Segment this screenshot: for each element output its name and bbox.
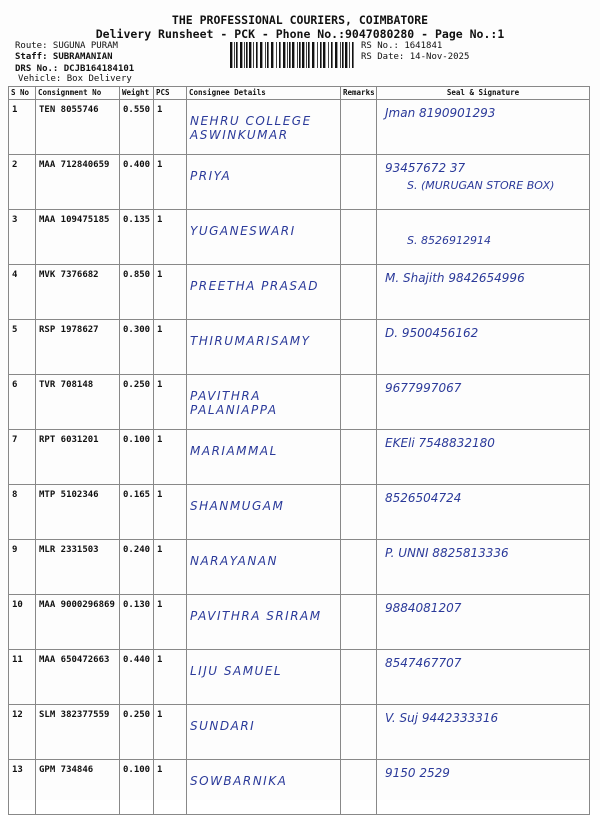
cell-signature — [377, 485, 590, 540]
cell-consignee: YUGANESWARI — [187, 210, 341, 265]
cell-sno: 3 — [9, 210, 36, 265]
table-row — [9, 595, 590, 650]
cell-weight: 0.300 — [120, 320, 154, 375]
barcode-bar — [345, 42, 347, 68]
cell-consignment-no: MAA 712840659 — [36, 155, 120, 210]
barcode-bar — [328, 42, 329, 68]
cell-consignment-no: GPM 734846 — [36, 760, 120, 815]
cell-pcs: 1 — [154, 155, 187, 210]
cell-weight: 0.100 — [120, 760, 154, 815]
cell-consignment-no: RPT 6031201 — [36, 430, 120, 485]
col-header-consignee: Consignee Details — [187, 87, 341, 100]
cell-signature — [377, 265, 590, 320]
cell-consignee: NARAYANAN — [187, 540, 341, 595]
table-row — [9, 210, 590, 265]
company-title: THE PROFESSIONAL COURIERS, COIMBATORE — [171, 13, 429, 27]
cell-remarks — [341, 705, 377, 760]
signature-text: Jman 8190901293 — [385, 106, 496, 120]
cell-signature — [377, 430, 590, 485]
table-row — [9, 100, 590, 155]
cell-pcs: 1 — [154, 485, 187, 540]
cell-consignee: MARIAMMAL — [187, 430, 341, 485]
cell-consignee: NEHRU COLLEGE ASWINKUMAR — [187, 100, 341, 155]
barcode-bar — [279, 42, 281, 68]
barcode-bar — [234, 42, 235, 68]
drs-line: DRS No.: DCJB164184101 — [15, 64, 135, 74]
cell-consignee: PREETHA PRASAD — [187, 265, 341, 320]
cell-pcs: 1 — [154, 760, 187, 815]
barcode-bar — [352, 42, 354, 68]
col-header-signature: Seal & Signature — [377, 87, 590, 100]
cell-weight: 0.130 — [120, 595, 154, 650]
cell-sno: 5 — [9, 320, 36, 375]
cell-signature — [377, 100, 590, 155]
barcode-bar — [253, 42, 254, 68]
cell-pcs: 1 — [154, 100, 187, 155]
cell-weight: 0.240 — [120, 540, 154, 595]
cell-pcs: 1 — [154, 265, 187, 320]
cell-remarks — [341, 540, 377, 595]
barcode-bar — [335, 42, 337, 68]
col-header-pcs: PCS — [154, 87, 187, 100]
cell-consignee: THIRUMARISAMY — [187, 320, 341, 375]
cell-consignment-no: MAA 650472663 — [36, 650, 120, 705]
cell-consignee: PRIYA — [187, 155, 341, 210]
runsheet-table — [8, 86, 590, 815]
signature-text: V. Suj 9442333316 — [385, 711, 499, 725]
table-row — [9, 320, 590, 375]
cell-sno: 13 — [9, 760, 36, 815]
cell-signature — [377, 320, 590, 375]
cell-pcs: 1 — [154, 595, 187, 650]
cell-pcs: 1 — [154, 320, 187, 375]
barcode-bar — [289, 42, 291, 68]
cell-weight: 0.135 — [120, 210, 154, 265]
cell-sno: 6 — [9, 375, 36, 430]
runsheet-subtitle: Delivery Runsheet - PCK - Phone No.:9047080280 - Page No.:1 — [95, 27, 505, 41]
cell-weight: 0.100 — [120, 430, 154, 485]
barcode-bar — [349, 42, 350, 68]
table-row — [9, 760, 590, 815]
cell-consignment-no: SLM 382377559 — [36, 705, 120, 760]
barcode-bar — [299, 42, 301, 68]
cell-consignment-no: MTP 5102346 — [36, 485, 120, 540]
rs-date: RS Date: 14-Nov-2025 — [361, 51, 470, 62]
table-row — [9, 485, 590, 540]
barcode-bar — [260, 42, 262, 68]
cell-signature — [377, 595, 590, 650]
vehicle-line: Vehicle: Box Delivery — [18, 74, 132, 84]
cell-consignee: PAVITHRA SRIRAM — [187, 595, 341, 650]
signature-note: S. (MURUGAN STORE BOX) — [407, 179, 555, 192]
cell-sno: 4 — [9, 265, 36, 320]
cell-pcs: 1 — [154, 375, 187, 430]
rs-info — [361, 41, 469, 62]
barcode-bar — [320, 42, 322, 68]
cell-signature — [377, 375, 590, 430]
barcode-bar — [244, 42, 245, 68]
barcode-bar — [302, 42, 304, 68]
cell-remarks — [341, 375, 377, 430]
barcode-bar — [312, 42, 314, 68]
signature-text: 9677997067 — [385, 381, 462, 395]
cell-signature — [377, 650, 590, 705]
table-row — [9, 375, 590, 430]
cell-consignment-no: RSP 1978627 — [36, 320, 120, 375]
barcode-bar — [323, 42, 325, 68]
cell-consignment-no: TEN 8055746 — [36, 100, 120, 155]
barcode-bar — [276, 42, 277, 68]
cell-consignee: SOWBARNIKA — [187, 760, 341, 815]
signature-text: 93457672 37 — [385, 161, 466, 175]
cell-sno: 2 — [9, 155, 36, 210]
cell-remarks — [341, 210, 377, 265]
cell-remarks — [341, 760, 377, 815]
signature-text: D. 9500456162 — [385, 326, 479, 340]
col-header-sno: S No — [9, 87, 36, 100]
col-header-weight: Weight — [120, 87, 154, 100]
barcode-bar — [297, 42, 298, 68]
cell-consignee: SHANMUGAM — [187, 485, 341, 540]
barcode-bar — [230, 42, 232, 68]
cell-pcs: 1 — [154, 430, 187, 485]
cell-weight: 0.250 — [120, 705, 154, 760]
cell-consignee: SUNDARI — [187, 705, 341, 760]
table-row — [9, 430, 590, 485]
signature-note: S. 8526912914 — [407, 234, 491, 247]
cell-weight: 0.550 — [120, 100, 154, 155]
barcode-bar — [265, 42, 266, 68]
staff-line: Staff: SUBRAMANIAN — [15, 51, 113, 62]
cell-pcs: 1 — [154, 210, 187, 265]
barcode-bar — [340, 42, 341, 68]
col-header-consignment: Consignment No — [36, 87, 120, 100]
barcode-bar — [283, 42, 285, 68]
signature-text: 9884081207 — [385, 601, 462, 615]
signature-text: EKEli 7548832180 — [385, 436, 495, 450]
cell-consignment-no: TVR 708148 — [36, 375, 120, 430]
cell-signature — [377, 155, 590, 210]
cell-consignee: PAVITHRA PALANIAPPA — [187, 375, 341, 430]
route-info — [15, 41, 134, 75]
barcode-bar — [308, 42, 310, 68]
barcode-bar — [317, 42, 318, 68]
barcode-bar — [256, 42, 258, 68]
barcode-bar — [287, 42, 288, 68]
barcode-bar — [240, 42, 242, 68]
table-header-row — [9, 87, 590, 100]
cell-sno: 10 — [9, 595, 36, 650]
cell-remarks — [341, 320, 377, 375]
cell-remarks — [341, 155, 377, 210]
cell-sno: 1 — [9, 100, 36, 155]
col-header-remarks: Remarks — [341, 87, 377, 100]
cell-consignee: LIJU SAMUEL — [187, 650, 341, 705]
cell-signature — [377, 540, 590, 595]
cell-pcs: 1 — [154, 650, 187, 705]
cell-weight: 0.400 — [120, 155, 154, 210]
table-row — [9, 540, 590, 595]
cell-signature — [377, 705, 590, 760]
cell-signature — [377, 760, 590, 815]
cell-remarks — [341, 265, 377, 320]
cell-sno: 12 — [9, 705, 36, 760]
barcode-bar — [249, 42, 251, 68]
barcode-bar — [246, 42, 248, 68]
cell-weight: 0.250 — [120, 375, 154, 430]
cell-consignment-no: MLR 2331503 — [36, 540, 120, 595]
cell-sno: 9 — [9, 540, 36, 595]
cell-weight: 0.165 — [120, 485, 154, 540]
signature-text: 8547467707 — [385, 656, 462, 670]
barcode-bar — [331, 42, 333, 68]
cell-remarks — [341, 650, 377, 705]
barcode-bar — [271, 42, 273, 68]
cell-signature — [377, 210, 590, 265]
cell-sno: 11 — [9, 650, 36, 705]
cell-pcs: 1 — [154, 540, 187, 595]
barcode-bar — [342, 42, 344, 68]
route-line: Route: SUGUNA PURAM — [15, 41, 118, 51]
signature-text: P. UNNI 8825813336 — [385, 546, 509, 560]
cell-sno: 8 — [9, 485, 36, 540]
barcode-bar — [236, 42, 238, 68]
barcode-bar — [292, 42, 294, 68]
cell-remarks — [341, 595, 377, 650]
barcode-bar — [306, 42, 307, 68]
signature-text: 9150 2529 — [385, 766, 450, 780]
cell-sno: 7 — [9, 430, 36, 485]
cell-remarks — [341, 100, 377, 155]
cell-weight: 0.440 — [120, 650, 154, 705]
cell-consignment-no: MAA 109475185 — [36, 210, 120, 265]
signature-text: M. Shajith 9842654996 — [385, 271, 525, 285]
signature-text: 8526504724 — [385, 491, 462, 505]
cell-remarks — [341, 485, 377, 540]
table-row — [9, 705, 590, 760]
table-row — [9, 265, 590, 320]
rs-number: RS No.: 1641841 — [361, 41, 443, 51]
barcode — [230, 42, 357, 68]
cell-weight: 0.850 — [120, 265, 154, 320]
cell-pcs: 1 — [154, 705, 187, 760]
cell-remarks — [341, 430, 377, 485]
cell-consignment-no: MAA 9000296869 — [36, 595, 120, 650]
table-row — [9, 155, 590, 210]
barcode-bar — [267, 42, 269, 68]
cell-consignment-no: MVK 7376682 — [36, 265, 120, 320]
table-row — [9, 650, 590, 705]
